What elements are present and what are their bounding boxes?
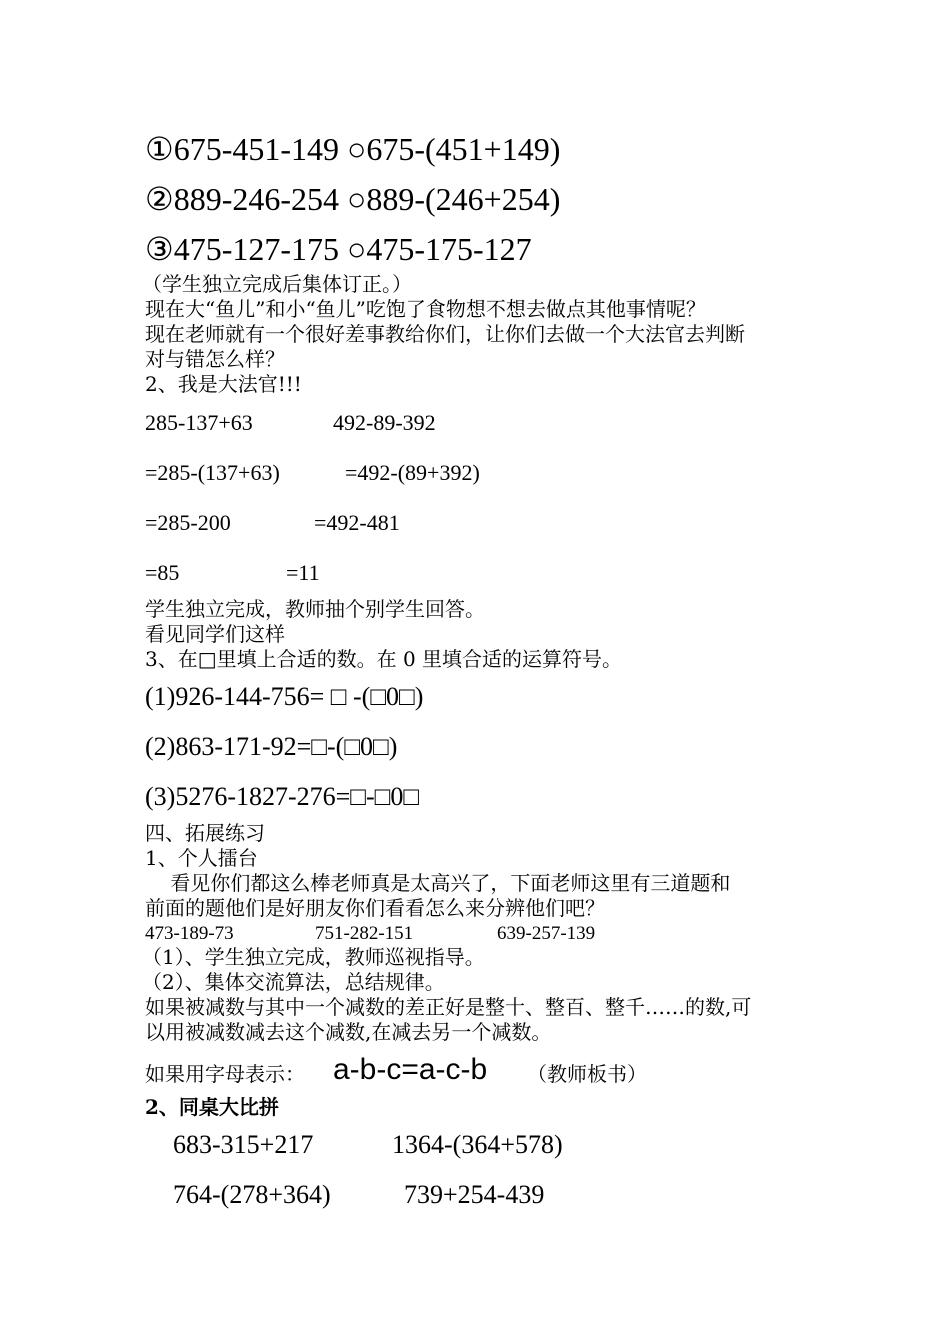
judge-left-2: =285-(137+63) xyxy=(145,460,280,485)
judge-right-3: =492-481 xyxy=(314,510,400,535)
part-4-para-1: 看见你们都这么棒老师真是太高兴了，下面老师这里有三道题和 xyxy=(145,871,731,895)
exercise-1: 473-189-73 xyxy=(145,923,234,944)
compare-line-2: ②889-246-254 ○889-(246+254) xyxy=(145,181,561,217)
rule-line-1: 如果被减数与其中一个减数的差正好是整十、整百、整千……的数,可 xyxy=(145,995,752,1019)
fill-line-3: (3)5276-1827-276=□-□0□ xyxy=(145,782,420,811)
judge-left-3: =285-200 xyxy=(145,510,231,535)
part-4-para-2: 前面的题他们是好朋友你们看看怎么来分辨他们吧？ xyxy=(145,896,605,920)
compare-line-3: ③475-127-175 ○475-175-127 xyxy=(145,231,532,267)
contest-2: 1364-(364+578) xyxy=(392,1130,563,1159)
step-2: （2）、集体交流算法，总结规律。 xyxy=(142,970,445,994)
compare-line-1: ①675-451-149 ○675-(451+149) xyxy=(145,131,561,167)
part-4-sub-2: 2、同桌大比拼 xyxy=(145,1095,279,1119)
contest-4: 739+254-439 xyxy=(404,1180,545,1209)
step-1: （1）、学生独立完成，教师巡视指导。 xyxy=(142,945,485,969)
fill-line-2: (2)863-171-92=□-(□0□) xyxy=(145,732,398,761)
part-4-title: 四、拓展练习 xyxy=(145,821,265,845)
judge-right-2: =492-(89+392) xyxy=(345,460,480,485)
note-correction: （学生独立完成后集体订正。） xyxy=(142,272,412,296)
part-4-sub-1: 1、个人擂台 xyxy=(145,846,258,870)
judge-left-1: 285-137+63 xyxy=(145,410,253,435)
exercise-2: 751-282-151 xyxy=(315,923,414,944)
section-3-title: 3、在□里填上合适的数。在 0 里填合适的运算符号。 xyxy=(145,647,623,671)
contest-3: 764-(278+364) xyxy=(173,1180,331,1209)
after-judge-line-2: 看见同学们这样 xyxy=(145,622,285,646)
formula-prefix: 如果用字母表示： xyxy=(145,1062,305,1086)
intro-line-2: 现在老师就有一个很好差事教给你们，让你们去做一个大法官去判断 xyxy=(145,322,745,346)
judge-right-4: =11 xyxy=(286,560,320,585)
after-judge-line-1: 学生独立完成，教师抽个别学生回答。 xyxy=(145,597,485,621)
judge-left-4: =85 xyxy=(145,560,180,585)
intro-line-1: 现在大“鱼儿”和小“鱼儿”吃饱了食物想不想去做点其他事情呢？ xyxy=(145,297,706,321)
fill-line-1: (1)926-144-756= □ -(□0□) xyxy=(145,682,424,711)
formula-expression: a-b-c=a-c-b xyxy=(333,1053,488,1086)
contest-1: 683-315+217 xyxy=(173,1130,314,1159)
exercise-3: 639-257-139 xyxy=(497,923,596,944)
formula-suffix: （教师板书） xyxy=(527,1062,647,1086)
rule-line-2: 以用被减数减去这个减数,在减去另一个减数。 xyxy=(145,1020,552,1044)
section-2-title: 2、我是大法官!!! xyxy=(145,372,302,396)
intro-line-3: 对与错怎么样？ xyxy=(145,347,285,371)
judge-right-1: 492-89-392 xyxy=(333,410,436,435)
